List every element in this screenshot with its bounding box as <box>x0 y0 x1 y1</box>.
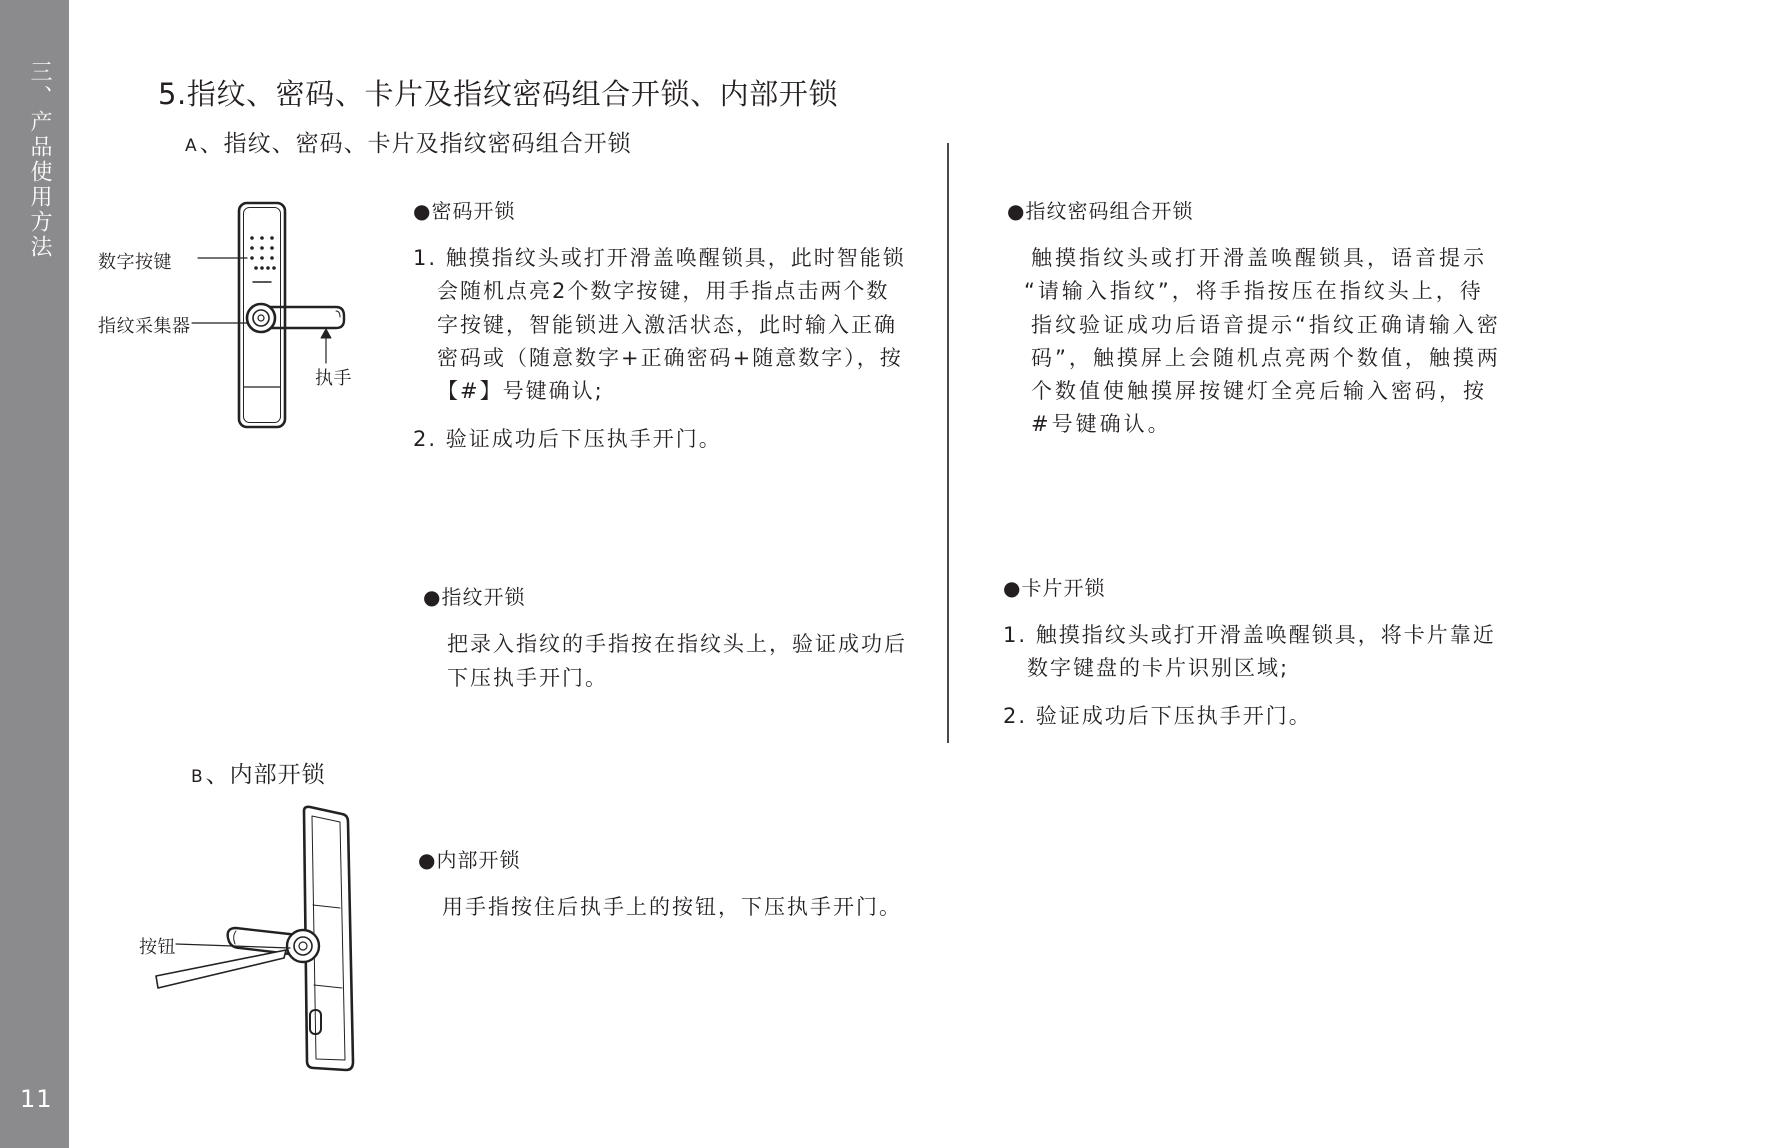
combo-unlock-line: 个数值使触摸屏按键灯全亮后输入密码，按 <box>1031 379 1487 403</box>
keypad-dots <box>250 236 276 270</box>
combo-unlock-heading: ●指纹密码组合开锁 <box>1007 199 1194 223</box>
combo-unlock-line: “请输入指纹”，将手指按压在指纹头上，待 <box>1024 279 1484 303</box>
fingerprint-unlock-heading: ●指纹开锁 <box>423 585 526 609</box>
label-handle: 执手 <box>315 368 352 389</box>
card-unlock-step-2: 2. 验证成功后下压执手开门。 <box>1003 704 1312 728</box>
combo-unlock-line: #号键确认。 <box>1031 412 1172 436</box>
page-title: 5.指纹、密码、卡片及指纹密码组合开锁、内部开锁 <box>158 77 839 111</box>
front-lock-diagram <box>192 203 344 427</box>
internal-lock-diagram <box>156 807 353 1070</box>
internal-unlock-heading: ●内部开锁 <box>418 848 521 872</box>
password-unlock-line: 【#】号键确认; <box>437 379 604 403</box>
combo-unlock-line: 触摸指纹头或打开滑盖唤醒锁具，语音提示 <box>1031 246 1487 270</box>
card-unlock-line: 数字键盘的卡片识别区域; <box>1027 656 1290 680</box>
label-button: 按钮 <box>139 937 176 958</box>
password-unlock-step-2: 2. 验证成功后下压执手开门。 <box>413 427 722 451</box>
sidebar-section-label: 三、产品使用方法 <box>27 60 52 260</box>
fingerprint-unlock-line: 下压执手开门。 <box>447 666 608 690</box>
section-b-letter: B <box>191 767 204 787</box>
section-b-heading <box>191 756 326 789</box>
label-keypad: 数字按键 <box>98 252 172 273</box>
card-unlock-heading: ●卡片开锁 <box>1003 576 1106 600</box>
password-unlock-line: 字按键，智能锁进入激活状态，此时输入正确 <box>437 313 897 337</box>
section-a-text: 、指纹、密码、卡片及指纹密码组合开锁 <box>199 131 632 157</box>
password-unlock-line: 会随机点亮2个数字按键，用手指点击两个数 <box>437 279 890 303</box>
password-unlock-line: 密码或（随意数字+正确密码+随意数字），按 <box>437 346 903 370</box>
password-unlock-line: 1. 触摸指纹头或打开滑盖唤醒锁具，此时智能锁 <box>413 246 906 270</box>
section-b-text: 、内部开锁 <box>205 762 326 788</box>
label-fingerprint-reader: 指纹采集器 <box>98 316 191 337</box>
card-unlock-line: 1. 触摸指纹头或打开滑盖唤醒锁具，将卡片靠近 <box>1003 623 1496 647</box>
page-number: 11 <box>20 1085 53 1113</box>
internal-unlock-line: 用手指按住后执手上的按钮，下压执手开门。 <box>442 895 902 919</box>
password-unlock-heading: ●密码开锁 <box>413 199 516 223</box>
combo-unlock-line: 码”，触摸屏上会随机点亮两个数值，触摸两 <box>1031 346 1501 370</box>
section-a-letter: A <box>185 136 198 156</box>
fingerprint-unlock-line: 把录入指纹的手指按在指纹头上，验证成功后 <box>447 632 907 656</box>
combo-unlock-line: 指纹验证成功后语音提示“指纹正确请输入密 <box>1031 313 1501 337</box>
